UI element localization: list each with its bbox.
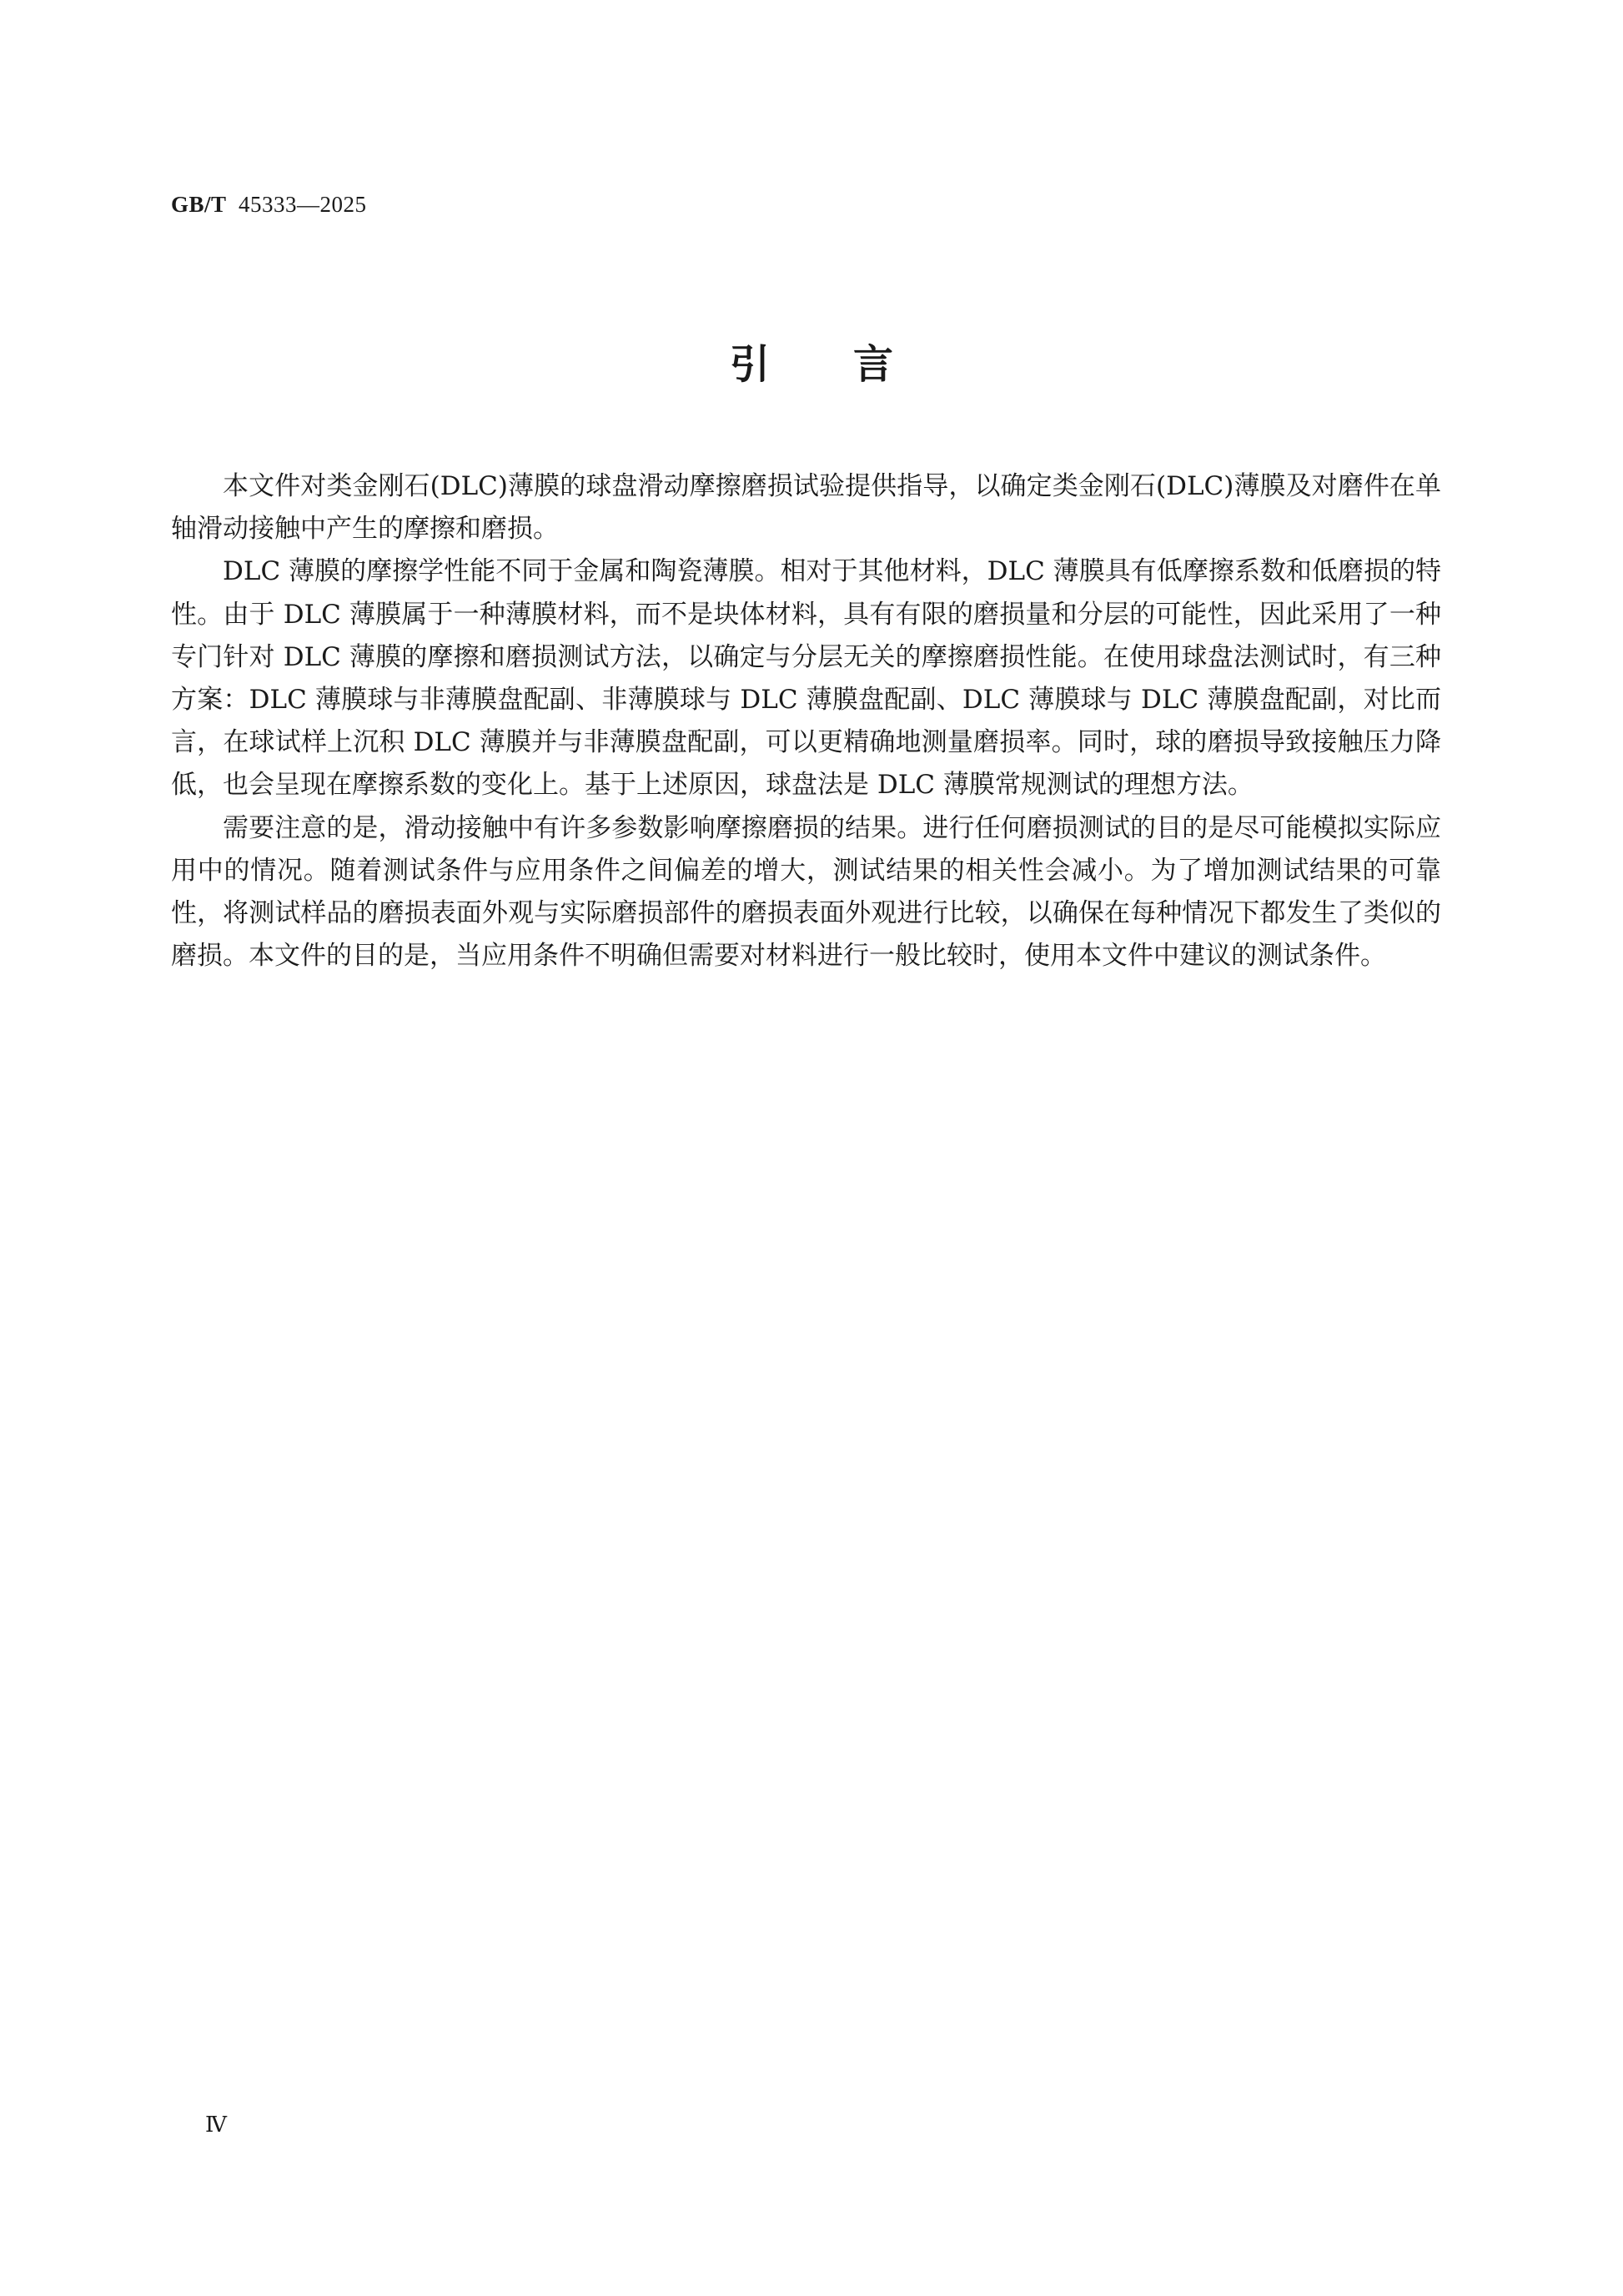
- page-title: 引言: [729, 341, 977, 388]
- paragraph: DLC 薄膜的摩擦学性能不同于金属和陶瓷薄膜。相对于其他材料，DLC 薄膜具有低摩擦系数和低磨损的特性。由于 DLC 薄膜属于一种薄膜材料，而不是块体材料，具有有限的磨损量和分层的可能性，因此采用了一种专门针对 DLC 薄膜的摩擦和磨损测试方法，以确定与分层无关的摩擦磨损性能。在使用球盘法测试时，有三种方案：DLC 薄膜球与非薄膜盘配副、非薄膜球与 DLC 薄膜盘配副、DLC 薄膜球与 DLC 薄膜盘配副，对比而言，在球试样上沉积 DLC 薄膜并与非薄膜盘配副，可以更精确地测量磨损率。同时，球的磨损导致接触压力降低，也会呈现在摩擦系数的变化上。基于上述原因，球盘法是 DLC 薄膜常规测试的理想方法。: [171, 556, 1441, 801]
- standard-prefix: GB/T: [171, 192, 227, 217]
- standard-number: 45333—2025: [239, 192, 367, 217]
- paragraph: 本文件对类金刚石(DLC)薄膜的球盘滑动摩擦磨损试验提供指导，以确定类金刚石(DLC)薄膜及对磨件在单轴滑动接触中产生的摩擦和磨损。: [171, 471, 1441, 545]
- document-body: [171, 465, 1441, 977]
- standard-code: [171, 192, 367, 218]
- page-number: Ⅳ: [205, 2113, 227, 2137]
- paragraph: 需要注意的是，滑动接触中有许多参数影响摩擦磨损的结果。进行任何磨损测试的目的是尽可能模拟实际应用中的情况。随着测试条件与应用条件之间偏差的增大，测试结果的相关性会减小。为了增加测试结果的可靠性，将测试样品的磨损表面外观与实际磨损部件的磨损表面外观进行比较，以确保在每种情况下都发生了类似的磨损。本文件的目的是，当应用条件不明确但需要对材料进行一般比较时，使用本文件中建议的测试条件。: [171, 812, 1441, 972]
